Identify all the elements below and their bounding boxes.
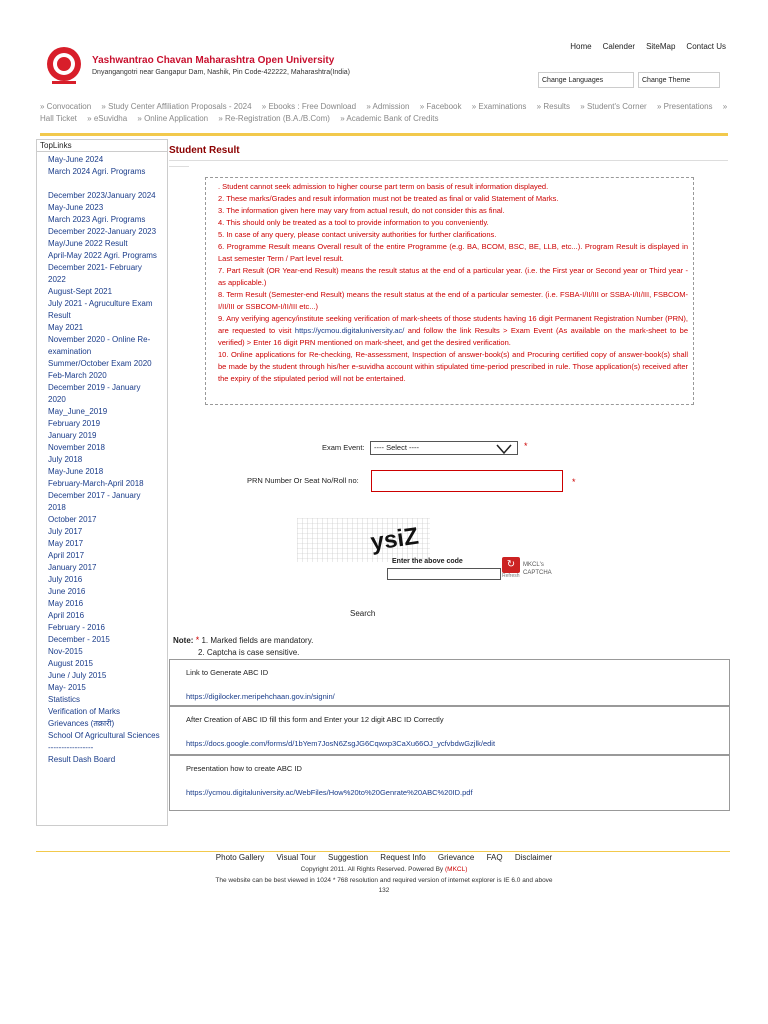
- abc-link[interactable]: https://docs.google.com/forms/d/1bYem7JosN6ZsgJG6Cqwxp3CaXu66OJ_ycfvbdwGzjlk/edit: [186, 739, 496, 748]
- sidebar-item[interactable]: Statistics: [48, 695, 81, 704]
- sidebar-item[interactable]: July 2017: [48, 527, 83, 536]
- nav-presentations[interactable]: » Presentations: [656, 102, 713, 111]
- exam-event-select[interactable]: [370, 441, 518, 455]
- home-link[interactable]: Home: [570, 42, 592, 51]
- exam-event-value: ---- Select ----: [374, 443, 419, 452]
- note-captcha: 2. Captcha is case sensitive.: [198, 648, 300, 657]
- sidebar-item[interactable]: May-June 2018: [48, 467, 104, 476]
- sidebar-item[interactable]: February - 2016: [48, 623, 105, 632]
- required-mark: *: [195, 635, 200, 645]
- title-divider-short: [169, 166, 189, 167]
- sidebar-item[interactable]: May 2016: [48, 599, 84, 608]
- sidebar-item[interactable]: April 2017: [48, 551, 85, 560]
- sidebar-item[interactable]: December 2021- February 2022: [48, 263, 142, 284]
- sidebar-item[interactable]: Nov-2015: [48, 647, 83, 656]
- abc-box: [169, 755, 730, 811]
- contact-link[interactable]: Contact Us: [686, 42, 726, 51]
- footer-visual-tour[interactable]: Visual Tour: [276, 853, 316, 862]
- sidebar-item[interactable]: March 2024 Agri. Programs: [48, 167, 146, 176]
- sidebar: [36, 139, 168, 826]
- sidebar-item[interactable]: Grievances (तक्रारी): [48, 719, 115, 728]
- note-item: 10. Online applications for Re-checking, Re-assessment, Inspection of answer-book(s) and Procuring certified copy of answer-book(s) shall be made by the student through his/her e-suvidha account within stipulated time-period prescribed in rule. Those application(s) received after the expiry of the stipulated period will not be entertained.: [218, 350, 688, 383]
- sidebar-item[interactable]: Feb-March 2020: [48, 371, 107, 380]
- note9-text-a: 9. Any verifying agency/institute seeking verification of mark-sheets of those students having 16 digit Permanent Registration Number (PRN), are requested to visit: [218, 314, 688, 335]
- abc-text: Presentation how to create ABC ID: [186, 764, 302, 773]
- nav-convocation[interactable]: » Convocation: [40, 102, 92, 111]
- sidebar-item[interactable]: December 2017 - January 2018: [48, 491, 141, 512]
- sidebar-item[interactable]: January 2019: [48, 431, 97, 440]
- prn-input[interactable]: [371, 470, 563, 492]
- note-item: . Student cannot seek admission to higher course part term on basis of result information displayed.: [218, 182, 549, 191]
- note-item: 7. Part Result (OR Year-end Result) means the result status at the end of a particular year. (i.e. the First year or Second year or Third year - as applicable.): [218, 266, 688, 287]
- nav-re-registration[interactable]: » Re-Registration (B.A./B.Com): [218, 114, 330, 123]
- abc-text: After Creation of ABC ID fill this form and Enter your 12 digit ABC ID Correctly: [186, 715, 444, 724]
- footer-photo-gallery[interactable]: Photo Gallery: [215, 853, 265, 862]
- note-item: 2. These marks/Grades and result information must not be treated as final or valid Statement of Marks.: [218, 194, 559, 203]
- change-languages-select[interactable]: Change Languages: [538, 72, 634, 88]
- sidebar-list: [37, 152, 167, 766]
- note-item: 8. Term Result (Semester-end Result) means the result status at the end of a particular semester. (i.e. FSBA-I/II/III or SSBA-I/II/III, FSBCOM-I/II/III or SSBCOM-I/II/III etc...): [218, 290, 688, 311]
- nav-online-application[interactable]: » Online Application: [137, 114, 209, 123]
- note-item: 6. Programme Result means Overall result of the entire Programme (e.g. BA, BCOM, BSC, BE, LLB, etc...). Program Result is displayed in Last semester Term / Part level result.: [218, 242, 688, 263]
- note-item: 5. In case of any query, please contact university authorities for further clarifications.: [218, 230, 497, 239]
- sidebar-item[interactable]: July 2016: [48, 575, 83, 584]
- note-item: 3. The information given here may vary from actual result, do not consider this as final.: [218, 206, 505, 215]
- footer-links: [0, 853, 768, 862]
- captcha-text: ysiZ: [368, 522, 421, 557]
- footer-disclaimer[interactable]: Disclaimer: [514, 853, 553, 862]
- abc-text: Link to Generate ABC ID: [186, 668, 269, 677]
- exam-event-label: Exam Event:: [322, 443, 365, 452]
- mkcl-captcha-label: MKCL's CAPTCHA: [523, 562, 552, 576]
- sidebar-item[interactable]: October 2017: [48, 515, 97, 524]
- refresh-caption: Refresh: [502, 573, 520, 579]
- note-item: 4. This should only be treated as a tool to provide information to you conveniently.: [218, 218, 489, 227]
- footer-suggestion[interactable]: Suggestion: [328, 853, 369, 862]
- abc-box: [169, 659, 730, 706]
- sidebar-item[interactable]: November 2020 - Online Re-examination: [48, 335, 151, 356]
- required-mark: *: [524, 441, 528, 451]
- page-title: Student Result: [169, 145, 240, 156]
- chevron-down-icon: [495, 443, 513, 455]
- title-divider: [169, 160, 728, 161]
- instructions-box: [205, 177, 694, 405]
- sidebar-item[interactable]: May-June 2023: [48, 203, 104, 212]
- sidebar-item[interactable]: -----------------: [48, 743, 94, 752]
- sidebar-item[interactable]: November 2018: [48, 443, 105, 452]
- header-divider: [40, 133, 728, 136]
- university-seal-icon: [42, 44, 86, 88]
- sidebar-item[interactable]: School Of Agricultural Sciences: [48, 731, 160, 740]
- sidebar-item[interactable]: Summer/October Exam 2020: [48, 359, 152, 368]
- note-label: Note:: [173, 636, 194, 645]
- sidebar-item[interactable]: April-May 2022 Agri. Programs: [48, 251, 157, 260]
- sidebar-item[interactable]: May/June 2022 Result: [48, 239, 128, 248]
- nav-facebook[interactable]: » Facebook: [419, 102, 462, 111]
- note-item: [218, 313, 688, 349]
- sidebar-item[interactable]: June / July 2015: [48, 671, 107, 680]
- university-name: Yashwantrao Chavan Maharashtra Open University: [92, 55, 335, 66]
- sidebar-item[interactable]: February 2019: [48, 419, 101, 428]
- sidebar-item[interactable]: May_June_2019: [48, 407, 108, 416]
- sidebar-item[interactable]: January 2017: [48, 563, 97, 572]
- verification-link[interactable]: https://ycmou.digitaluniversity.ac/: [294, 326, 405, 335]
- nav-academic-bank[interactable]: » Academic Bank of Credits: [340, 114, 439, 123]
- refresh-captcha-button[interactable]: [502, 557, 520, 573]
- note-mandatory: 1. Marked fields are mandatory.: [201, 636, 314, 645]
- sidebar-item[interactable]: July 2021 - Agruculture Exam Result: [48, 299, 153, 320]
- footer-request-info[interactable]: Request Info: [380, 853, 426, 862]
- form-notes: [173, 634, 313, 659]
- view-info: The website can be best viewed in 1024 * 768 resolution and required version of internet explorer is IE 6.0 and above: [215, 877, 553, 884]
- captcha-input[interactable]: [387, 568, 501, 580]
- copyright-text: Copyright 2011. All Rights Reserved. Powered By: [300, 866, 445, 873]
- sitemap-link[interactable]: SiteMap: [646, 42, 676, 51]
- sidebar-item[interactable]: Result Dash Board: [48, 755, 116, 764]
- sidebar-item[interactable]: August-Sept 2021: [48, 287, 113, 296]
- refresh-icon: ↻: [506, 559, 516, 570]
- nav-students-corner[interactable]: » Student's Corner: [580, 102, 647, 111]
- nav-admission[interactable]: » Admission: [366, 102, 410, 111]
- search-button[interactable]: Search: [350, 609, 376, 618]
- footer-divider: [36, 851, 730, 852]
- university-address: Dnyangangotri near Gangapur Dam, Nashik, Pin Code-422222, Maharashtra(India): [92, 69, 350, 76]
- captcha-image: [297, 518, 430, 562]
- sidebar-item[interactable]: February-March-April 2018: [48, 479, 144, 488]
- sidebar-item[interactable]: May 2017: [48, 539, 84, 548]
- sidebar-item[interactable]: December 2023/January 2024: [48, 191, 156, 200]
- sidebar-item[interactable]: August 2015: [48, 659, 93, 668]
- nav-examinations[interactable]: » Examinations: [471, 102, 527, 111]
- sidebar-item[interactable]: April 2016: [48, 611, 85, 620]
- nav-ebooks[interactable]: » Ebooks : Free Download: [261, 102, 357, 111]
- mkcl-link[interactable]: (MKCL): [445, 866, 468, 873]
- abc-link[interactable]: https://ycmou.digitaluniversity.ac/WebFiles/How%20to%20Genrate%20ABC%20ID.pdf: [186, 788, 473, 797]
- sidebar-item[interactable]: March 2023 Agri. Programs: [48, 215, 146, 224]
- sidebar-item[interactable]: July 2018: [48, 455, 83, 464]
- nav-esuvidha[interactable]: » eSuvidha: [87, 114, 128, 123]
- abc-box: [169, 706, 730, 755]
- nav-results[interactable]: » Results: [536, 102, 571, 111]
- sidebar-item[interactable]: May 2021: [48, 323, 84, 332]
- visitor-counter: 132: [378, 887, 390, 894]
- nav-study-center[interactable]: » Study Center Affiliation Proposals - 2024: [101, 102, 252, 111]
- sidebar-item[interactable]: May- 2015: [48, 683, 86, 692]
- copyright: [0, 866, 768, 873]
- sidebar-item[interactable]: May-June 2024: [48, 155, 104, 164]
- enter-code-label: Enter the above code: [392, 558, 463, 565]
- sidebar-item: [48, 178, 160, 190]
- sidebar-item[interactable]: Verification of Marks: [48, 707, 121, 716]
- change-theme-select[interactable]: Change Theme: [638, 72, 720, 88]
- footer-grievance[interactable]: Grievance: [437, 853, 475, 862]
- calendar-link[interactable]: Calender: [602, 42, 636, 51]
- abc-link[interactable]: https://digilocker.meripehchaan.gov.in/signin/: [186, 692, 335, 701]
- sidebar-heading: TopLinks: [37, 140, 167, 152]
- required-mark: *: [572, 477, 576, 487]
- nav-hall-ticket[interactable]: » Hall Ticket: [40, 102, 728, 123]
- sidebar-item[interactable]: December 2022-January 2023: [48, 227, 157, 236]
- note9-text-b: and follow the link Results > Exam Event (As available on the mark-sheet to be verified) > Enter 16 digit PRN mentioned on mark-sheet, and get the desired verification.: [218, 326, 688, 347]
- footer-faq[interactable]: FAQ: [486, 853, 503, 862]
- sidebar-item[interactable]: December - 2015: [48, 635, 110, 644]
- sidebar-item[interactable]: June 2016: [48, 587, 86, 596]
- sidebar-item[interactable]: December 2019 - January 2020: [48, 383, 141, 404]
- main-navigation: [40, 101, 730, 125]
- top-navigation: [570, 42, 726, 51]
- prn-label: PRN Number Or Seat No/Roll no:: [247, 476, 359, 485]
